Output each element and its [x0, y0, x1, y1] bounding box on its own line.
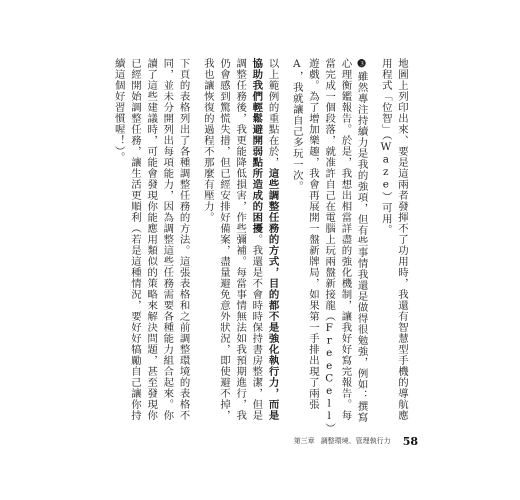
page-number: 58: [402, 434, 418, 448]
paragraph-1-text: 地圖上列印出來、要是這兩者發揮不了功用時，我還有智慧型手機的導航應用程式「位智」（Waze）可用。: [379, 58, 408, 421]
note-text: 雖然專注持續力是我的強項，但有些事情我還是做得很勉強，例如：撰寫心理衡鑑報告。於是，我想出相當詳盡的強化機制，讓我好好寫完報告。每當完成一個段落，就准許自己在電腦上玩兩盤新接龍（FreeCell）遊戲。為了增加樂趣，我會再展開一盤新牌局，如果第一手排出現了兩張A，我就讓自己多玩一次。: [290, 58, 368, 429]
paragraph-4: [111, 58, 192, 430]
body-text: [111, 58, 410, 430]
paragraph-4-text: 下頁的表格列出了各種調整任務的方法。這張表格和之前調整環境的表格不同，並未分開列出每項能力，因為調整這些任務需要各種能力組合起來。你讀了這些建議時，可能會發現你能應用類似的策略來解決問題，甚至發現你已經開始調整任務，讓生活更順利（若是這種情況，要好好犒勵自己讓你持續這個好習慣喔！）。: [112, 58, 190, 421]
numbered-note: [289, 58, 370, 430]
footer-chapter-title: 調整環境、管理執行力: [320, 437, 391, 445]
page-footer: [293, 434, 418, 448]
paragraph-3-emphasis: 這些調整任務的方式，目的都不是強化執行力，而是協助我們輕鬆避開弱點所造成的困擾: [250, 58, 279, 421]
footer-chapter: 第三章: [293, 437, 315, 445]
paragraph-3: [200, 58, 281, 430]
note-number-marker: ❸: [355, 58, 368, 71]
paragraph-1: [378, 58, 410, 430]
paragraph-3-lead: 以上範例的重點在於，: [266, 58, 279, 168]
paragraph-3-rest: 。我還是不會時時保持書房整潔，但是調整任務後，我更能降低損害，作些彌補。每當事情無法如我預期進行，我仍會感到驚慌失措，但已經安排好備案，盡量避免意外狀況，即使避不掉，我也讓恢復的過程不那麼有壓力。: [201, 58, 263, 421]
